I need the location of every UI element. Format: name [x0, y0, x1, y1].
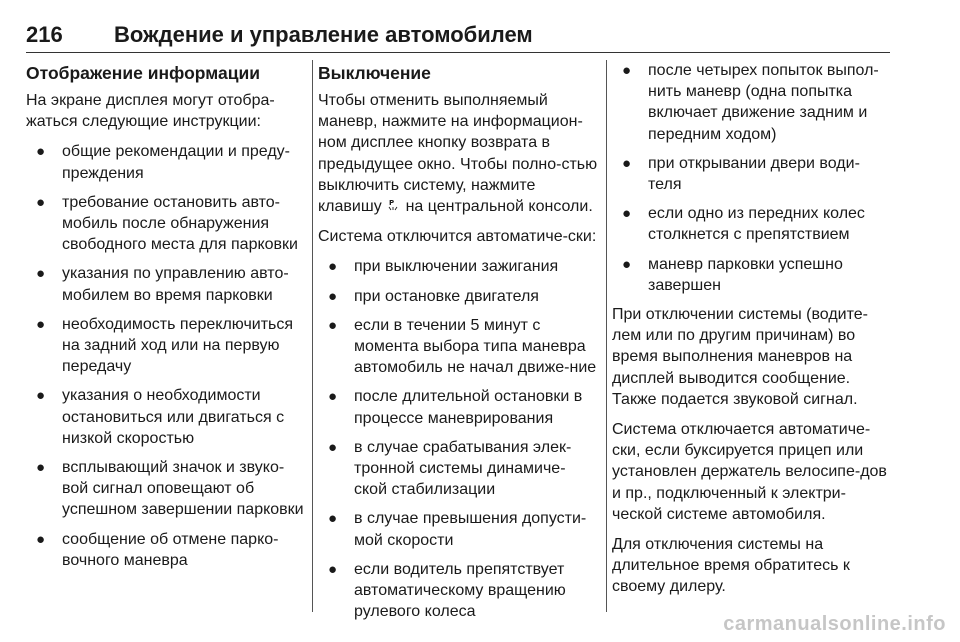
header-rule — [26, 52, 890, 53]
list-item: ● всплывающий значок и звуко-вой сигнал оповещают об успешном завершении парковки — [36, 459, 304, 519]
column-deactivation — [318, 60, 598, 621]
page-number: 216 — [26, 22, 63, 47]
section-heading-info-display: Отображение информации — [26, 63, 260, 83]
svg-text:P: P — [389, 199, 395, 208]
parking-assist-icon — [388, 198, 399, 212]
bullet-icon: ● — [36, 315, 46, 333]
bullet-icon: ● — [622, 62, 632, 79]
list-item: ● при открывании двери води-теля — [622, 154, 860, 194]
list-item: ● маневр парковки успешно завершен — [622, 255, 843, 294]
list-item: ● если водитель препятствует автоматическому вращению рулевого колеса — [328, 560, 566, 621]
list-item: ● при выключении зажигания — [318, 256, 598, 277]
list-item: ● требование остановить авто-мобиль после обнаружения свободного места для парковки — [36, 193, 298, 254]
column-info-display — [26, 60, 306, 612]
bullet-icon: ● — [36, 530, 46, 548]
bullet-icon: ● — [36, 459, 46, 477]
bullet-icon: ● — [328, 388, 338, 406]
list-item: ● после длительной остановки в процессе маневрирования — [328, 388, 583, 427]
bullet-icon: ● — [328, 316, 338, 334]
page-title: Вождение и управление автомобилем — [114, 22, 533, 47]
list-item: ● в случае превышения допусти-мой скорости — [328, 510, 587, 549]
section-heading-deactivation: Выключение — [318, 63, 431, 83]
bullet-icon: ● — [328, 560, 338, 578]
list-item: ● после четырех попыток выпол-нить маневр (одна попытка включает движение задним и передним ходом) — [622, 62, 879, 143]
list-item: ● общие рекомендации и преду-преждения — [36, 143, 290, 182]
bullet-icon: ● — [622, 255, 632, 273]
dealer-paragraph: Для отключения системы на длительное время обратитесь к своему дилеру. — [612, 536, 850, 596]
list-item: ● указания о необходимости остановиться или двигаться с низкой скоростью — [36, 387, 285, 447]
bullet-icon: ● — [36, 387, 46, 405]
column-divider — [606, 60, 607, 612]
deactivation-paragraph: Чтобы отменить выполняемый маневр, нажмите на информацион-ном дисплее кнопку возврата в предыдущее окно. Чтобы полно-стью выключить систему, нажмите клавишу P на центральной консоли. — [318, 92, 598, 216]
column-divider — [312, 60, 313, 612]
bullet-icon: ● — [328, 510, 338, 528]
bullet-icon: ● — [36, 143, 46, 161]
auto-off-list-continued — [612, 60, 890, 296]
message-paragraph: При отключении системы (водите-лем или по другим причинам) во время выполнения маневров на дисплей выводится сообщение. Также подается звуковой сигнал. — [612, 306, 868, 408]
bullet-icon: ● — [36, 193, 46, 211]
bullet-icon: ● — [328, 287, 338, 305]
bullet-icon: ● — [622, 154, 632, 172]
bullet-icon: ● — [328, 258, 338, 276]
trailer-paragraph: Система отключается автоматиче-ски, если буксируется прицеп или установлен держатель велосипе-дов и пр., подключенный к электри-ческой системе автомобиля. — [612, 421, 887, 523]
bullet-icon: ● — [328, 438, 338, 456]
watermark: carmanualsonline.info — [723, 613, 946, 635]
auto-off-paragraph: Система отключится автоматиче-ски: — [318, 228, 597, 246]
auto-off-list — [318, 256, 598, 622]
intro-paragraph: На экране дисплея могут отобра-жаться следующие инструкции: — [26, 92, 275, 131]
list-item: ● указания по управлению авто-мобилем во время парковки — [36, 265, 289, 304]
list-item: ● если одно из передних колес столкнется с препятствием — [622, 205, 865, 244]
list-item: ● необходимость переключиться на задний ход или на первую передачу — [36, 315, 294, 376]
list-item: ● если в течении 5 минут с момента выбора типа маневра автомобиль не начал движе-ние — [328, 316, 597, 377]
bullet-icon: ● — [36, 265, 46, 283]
page-header — [26, 22, 890, 54]
column-continued — [612, 60, 890, 612]
instruction-list — [26, 141, 306, 571]
list-item: ● сообщение об отмене парко-вочного маневра — [36, 530, 279, 569]
list-item: ● при остановке двигателя — [318, 286, 598, 307]
list-item: ● в случае срабатывания элек-тронной системы динамиче-ской стабилизации — [328, 438, 572, 499]
bullet-icon: ● — [622, 205, 632, 223]
